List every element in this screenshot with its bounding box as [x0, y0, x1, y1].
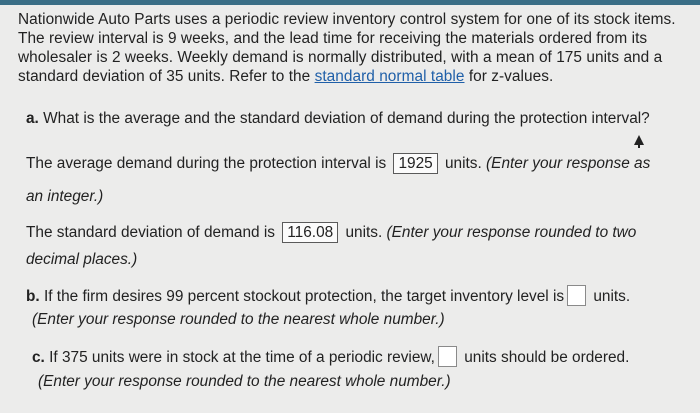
- intro-text-end: for z-values.: [464, 68, 554, 85]
- part-a-question: [26, 110, 650, 128]
- standard-normal-table-link[interactable]: standard normal table: [314, 68, 465, 85]
- part-b-question-text: If the firm desires 99 percent stockout protection, the target inventory level is: [39, 288, 565, 305]
- intro-text: Nationwide Auto Parts uses a periodic review inventory control system for one of its stock items. The review interval is 9 weeks, and the lead time for receiving the materials ordered from its wholesaler is 2 weeks. Weekly demand is normally distributed, with a mean of 175 units and a standard deviation of 35 units. Refer to the: [18, 11, 676, 85]
- part-c-question: [32, 346, 629, 367]
- avg-demand-answer[interactable]: 1925: [393, 153, 437, 174]
- part-b-units: units.: [589, 288, 631, 305]
- sd-demand-line: [26, 222, 636, 243]
- part-b-hint: (Enter your response rounded to the nearest whole number.): [32, 311, 445, 328]
- part-c-question-text: If 375 units were in stock at the time of a periodic review,: [44, 349, 435, 366]
- avg-demand-hint-line2: an integer.): [26, 188, 104, 205]
- part-a-letter: a.: [26, 110, 39, 127]
- part-a-question-text: What is the average and the standard deviation of demand during the protection interval?: [38, 110, 650, 127]
- sd-demand-hint: (Enter your response rounded to two: [382, 224, 637, 241]
- avg-demand-line: [26, 153, 650, 174]
- top-strip: [0, 0, 700, 5]
- part-c-units: units should be ordered.: [459, 349, 630, 366]
- problem-intro: [18, 10, 683, 86]
- target-inventory-input[interactable]: [567, 285, 586, 306]
- sd-demand-label: The standard deviation of demand is: [26, 224, 275, 241]
- avg-demand-label: The average demand during the protection interval is: [26, 155, 387, 172]
- sd-demand-hint-line2: decimal places.): [26, 251, 138, 268]
- avg-demand-hint: (Enter your response as: [481, 155, 651, 172]
- sd-demand-units: units.: [341, 224, 383, 241]
- part-b-letter: b.: [26, 288, 40, 305]
- problem-content: [18, 10, 683, 86]
- sd-demand-answer[interactable]: 116.08: [282, 222, 338, 243]
- part-b-question: [26, 285, 630, 306]
- order-quantity-input[interactable]: [438, 346, 457, 367]
- part-c-letter: c.: [32, 349, 45, 366]
- mouse-cursor-icon: [634, 135, 644, 145]
- part-c-hint: (Enter your response rounded to the nearest whole number.): [38, 373, 451, 390]
- avg-demand-units: units.: [440, 155, 482, 172]
